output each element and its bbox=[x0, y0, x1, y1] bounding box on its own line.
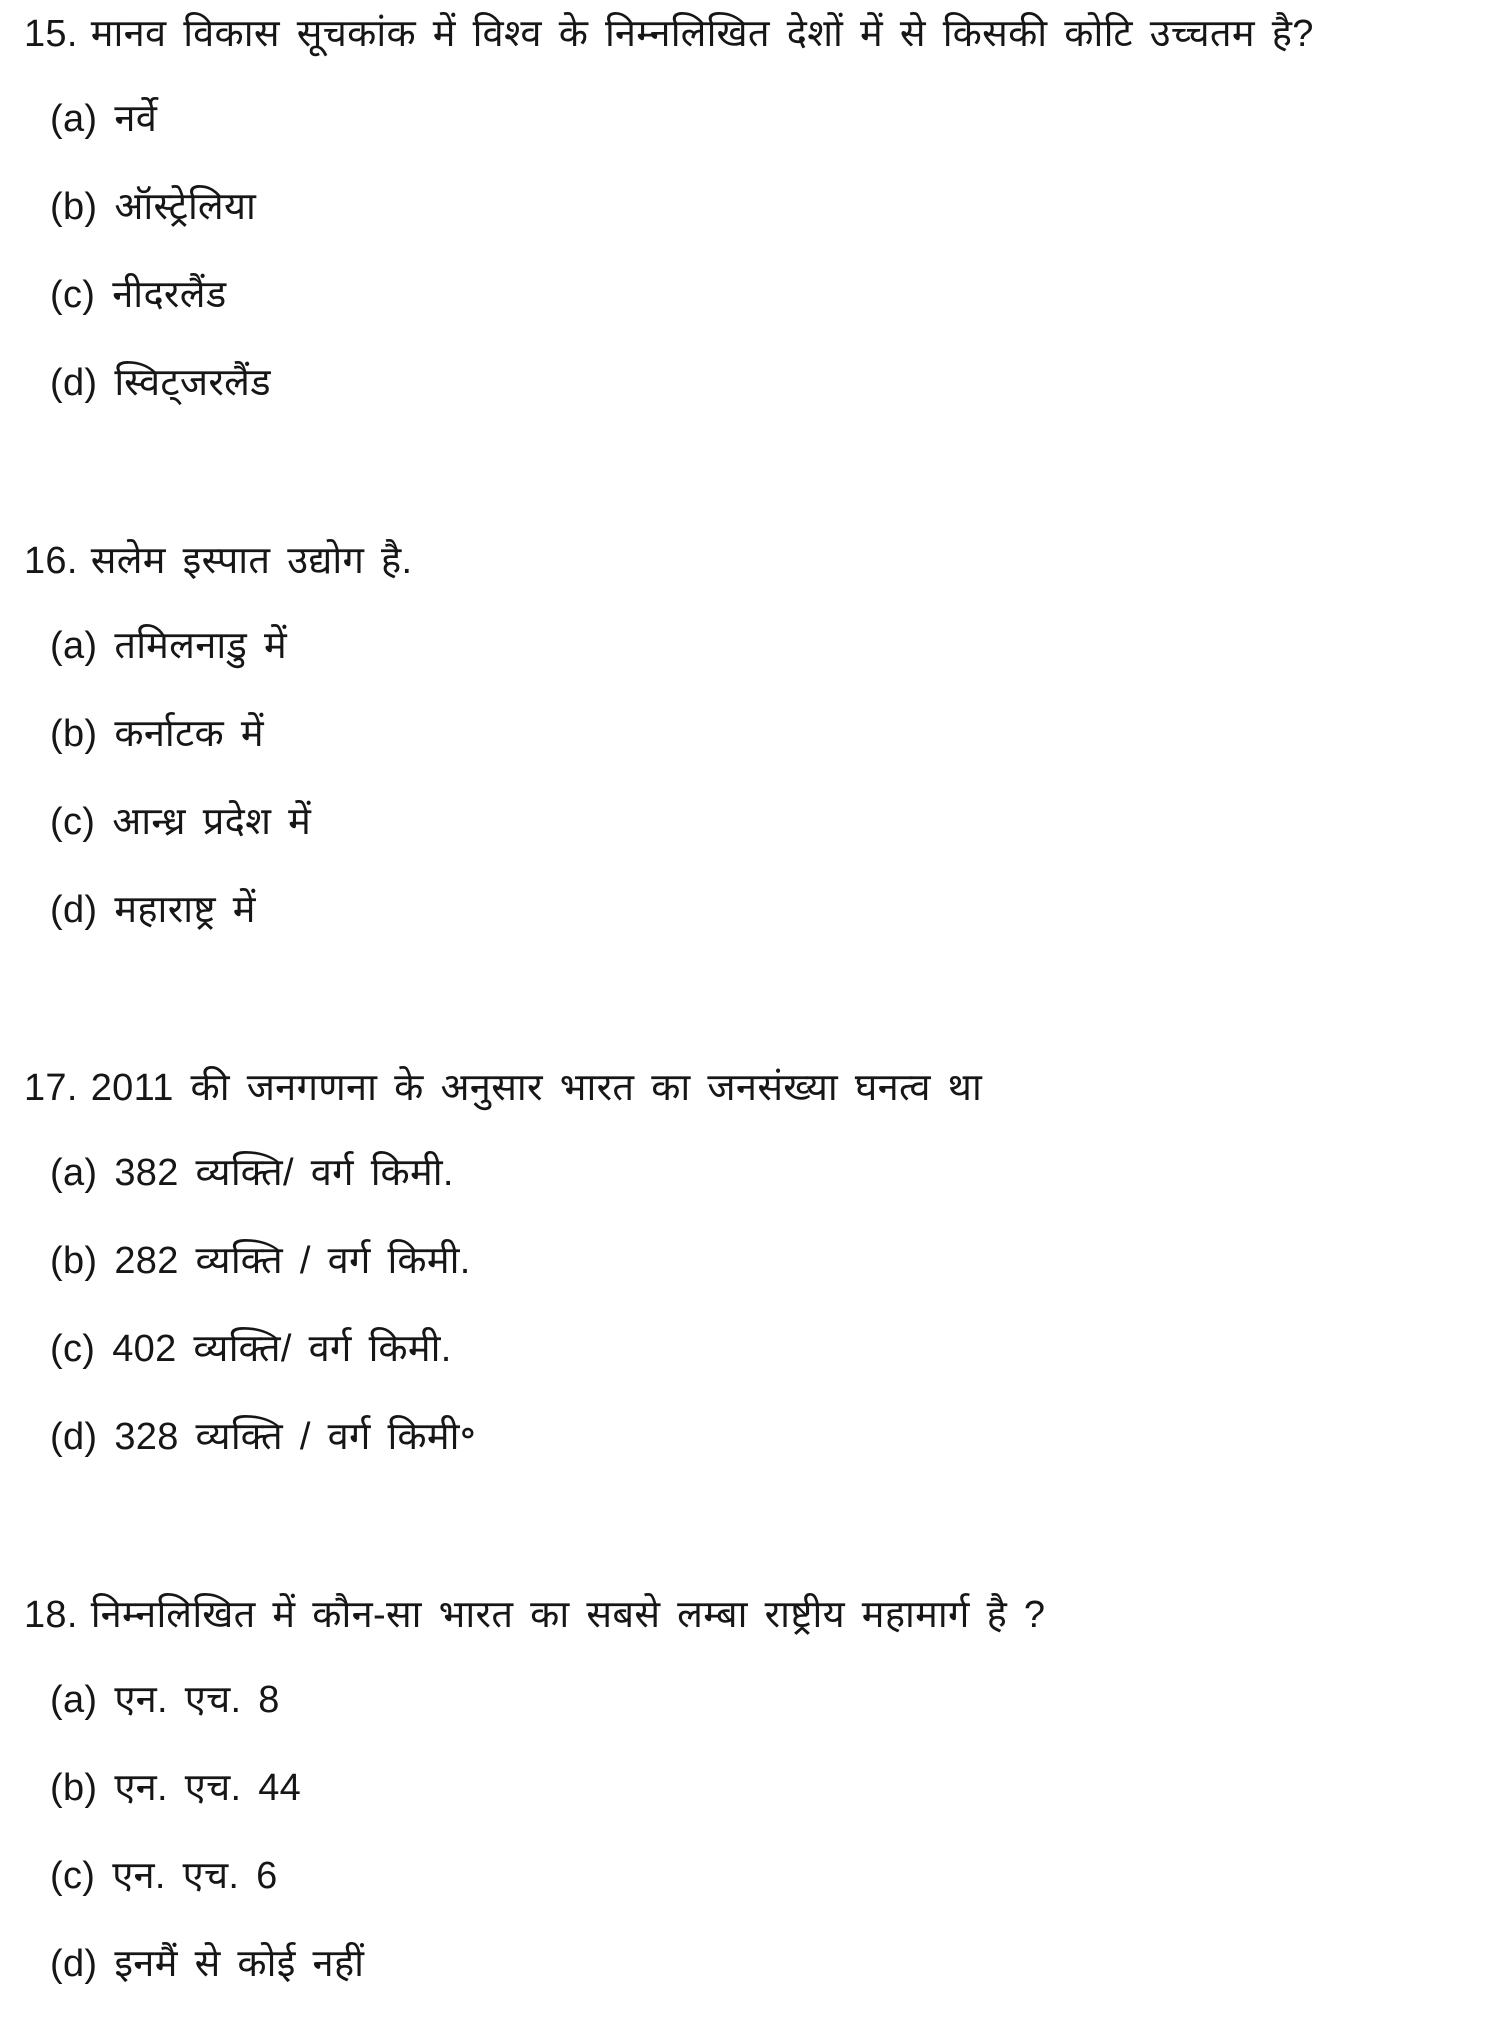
option-text: एन. एच. 8 bbox=[114, 1679, 280, 1721]
question-15 bbox=[24, 6, 1467, 409]
question-number: 15. bbox=[24, 13, 78, 55]
option-label: (b) bbox=[50, 713, 98, 755]
question-text bbox=[24, 533, 1467, 590]
option-label: (d) bbox=[50, 889, 98, 931]
question-18 bbox=[24, 1587, 1467, 1990]
question-text bbox=[24, 6, 1467, 63]
question-body: 2011 की जनगणना के अनुसार भारत का जनसंख्या घनत्व था bbox=[90, 1067, 983, 1109]
option-row-d bbox=[50, 884, 1467, 936]
option-text: कर्नाटक में bbox=[114, 713, 264, 755]
question-body: निम्नलिखित में कौन-सा भारत का सबसे लम्बा राष्ट्रीय महामार्ग है ? bbox=[90, 1594, 1046, 1636]
option-row-c bbox=[50, 1323, 1467, 1375]
option-row-a bbox=[50, 1674, 1467, 1726]
question-body: मानव विकास सूचकांक में विश्व के निम्नलिखित देशों में से किसकी कोटि उच्चतम है? bbox=[90, 13, 1314, 55]
option-label: (c) bbox=[50, 274, 96, 316]
option-text: आन्ध्र प्रदेश में bbox=[112, 801, 312, 843]
option-row-a bbox=[50, 1147, 1467, 1199]
option-text: तमिलनाडु में bbox=[114, 625, 287, 667]
question-text bbox=[24, 1587, 1467, 1644]
option-label: (a) bbox=[50, 98, 98, 140]
option-row-d bbox=[50, 357, 1467, 409]
option-text: नीदरलैंड bbox=[112, 274, 227, 316]
option-row-d bbox=[50, 1411, 1467, 1463]
option-row-c bbox=[50, 796, 1467, 848]
options-list bbox=[24, 1147, 1467, 1463]
question-17 bbox=[24, 1060, 1467, 1463]
option-text: स्विट्जरलैंड bbox=[114, 362, 271, 404]
option-text: ऑस्ट्रेलिया bbox=[114, 186, 257, 228]
option-text: महाराष्ट्र में bbox=[114, 889, 256, 931]
option-label: (c) bbox=[50, 801, 96, 843]
option-label: (c) bbox=[50, 1855, 96, 1897]
option-label: (c) bbox=[50, 1328, 96, 1370]
option-row-b bbox=[50, 181, 1467, 233]
option-text: नर्वे bbox=[114, 98, 158, 140]
question-number: 17. bbox=[24, 1067, 78, 1109]
option-row-b bbox=[50, 708, 1467, 760]
question-16 bbox=[24, 533, 1467, 936]
option-row-a bbox=[50, 620, 1467, 672]
option-text: 402 व्यक्ति/ वर्ग किमी. bbox=[112, 1328, 452, 1370]
option-text: 328 व्यक्ति / वर्ग किमी॰ bbox=[114, 1416, 477, 1458]
options-list bbox=[24, 1674, 1467, 1990]
option-text: एन. एच. 6 bbox=[112, 1855, 278, 1897]
question-number: 16. bbox=[24, 540, 78, 582]
option-row-a bbox=[50, 93, 1467, 145]
options-list bbox=[24, 93, 1467, 409]
option-label: (b) bbox=[50, 1767, 98, 1809]
question-paper-page bbox=[24, 6, 1467, 2034]
option-label: (a) bbox=[50, 1152, 98, 1194]
option-label: (d) bbox=[50, 1416, 98, 1458]
option-text: 382 व्यक्ति/ वर्ग किमी. bbox=[114, 1152, 454, 1194]
option-label: (b) bbox=[50, 186, 98, 228]
option-row-c bbox=[50, 1850, 1467, 1902]
option-label: (d) bbox=[50, 362, 98, 404]
question-text bbox=[24, 1060, 1467, 1117]
question-number: 18. bbox=[24, 1594, 78, 1636]
question-body: सलेम इस्पात उद्योग है. bbox=[90, 540, 413, 582]
option-row-b bbox=[50, 1762, 1467, 1814]
options-list bbox=[24, 620, 1467, 936]
option-text: इनमैं से कोई नहीं bbox=[114, 1943, 365, 1985]
option-row-b bbox=[50, 1235, 1467, 1287]
option-label: (b) bbox=[50, 1240, 98, 1282]
option-label: (d) bbox=[50, 1943, 98, 1985]
option-text: एन. एच. 44 bbox=[114, 1767, 302, 1809]
option-row-c bbox=[50, 269, 1467, 321]
option-label: (a) bbox=[50, 625, 98, 667]
option-row-d bbox=[50, 1938, 1467, 1990]
option-text: 282 व्यक्ति / वर्ग किमी. bbox=[114, 1240, 471, 1282]
option-label: (a) bbox=[50, 1679, 98, 1721]
